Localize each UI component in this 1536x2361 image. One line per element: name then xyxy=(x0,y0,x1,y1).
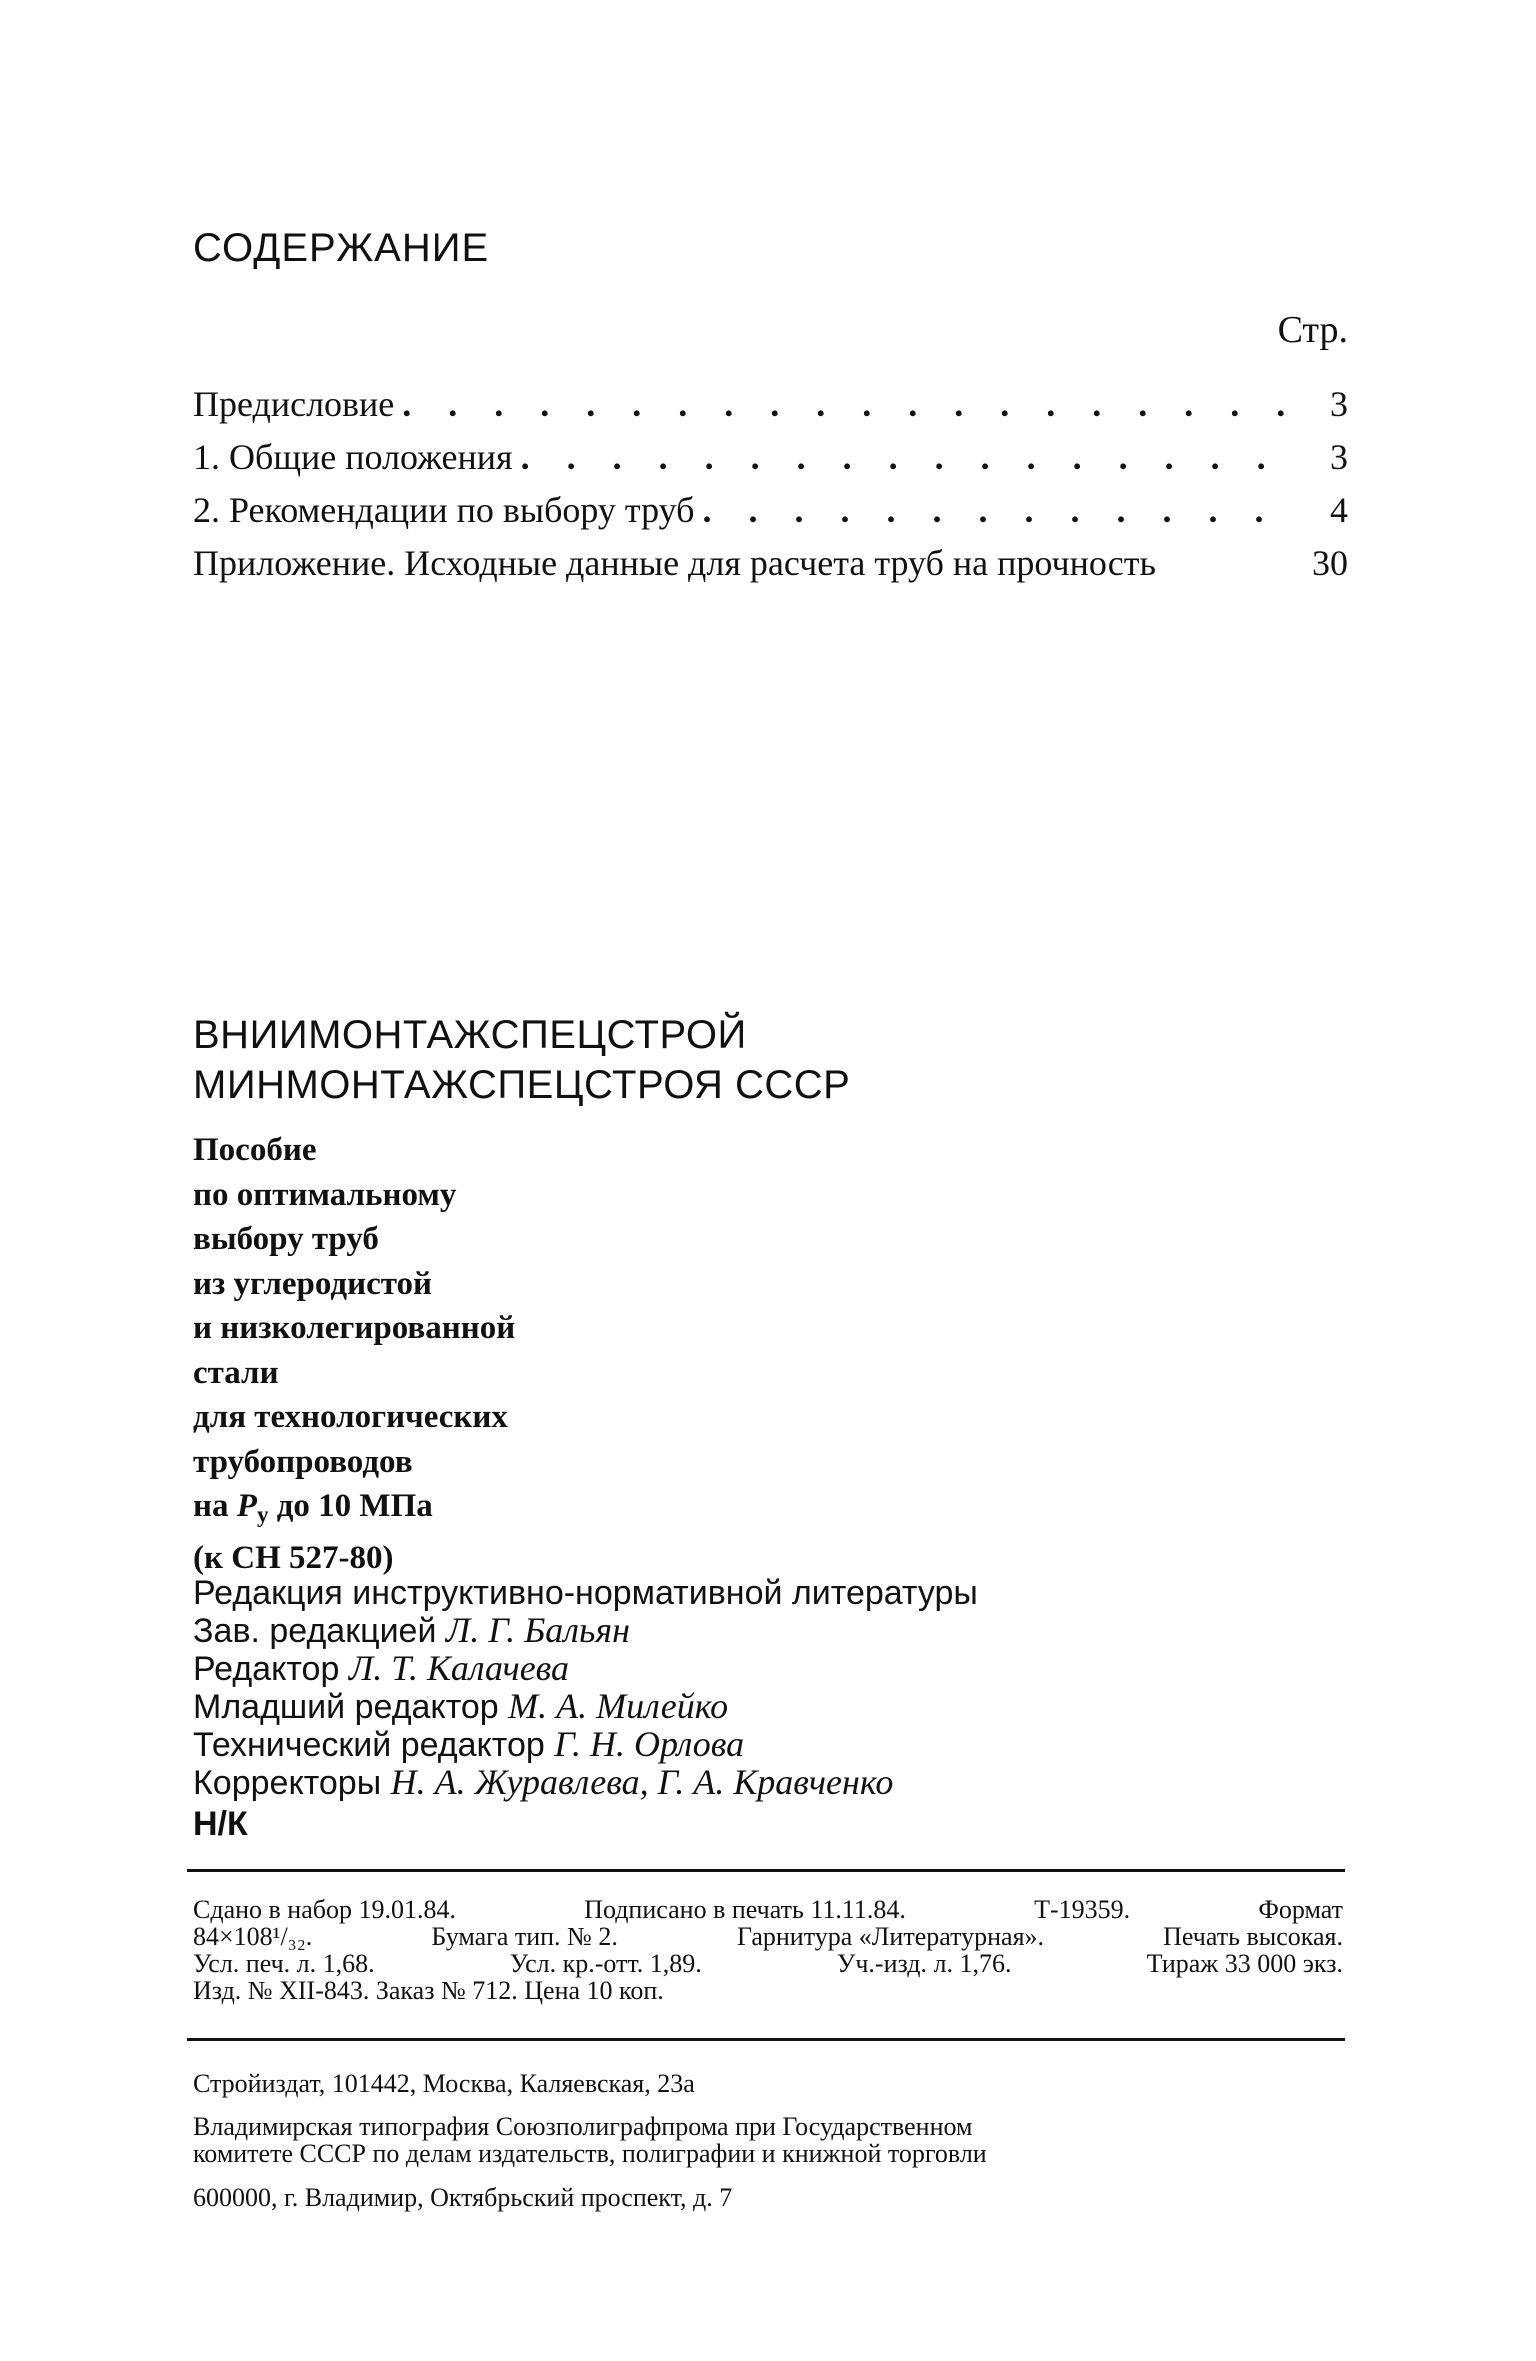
credit-line xyxy=(193,1726,978,1764)
credit-line xyxy=(193,1650,978,1688)
divider-rule xyxy=(187,2038,1345,2041)
toc-page-column-label: Стр. xyxy=(1277,309,1348,351)
book-title-line: из углеродистой xyxy=(193,1265,433,1302)
pressure-symbol: P xyxy=(236,1488,257,1524)
organization-line: ВНИИМОНТАЖСПЕЦСТРОЙ xyxy=(193,1013,747,1057)
credit-role: Корректоры xyxy=(193,1764,391,1802)
credit-role: Зав. редакцией xyxy=(193,1612,446,1650)
imprint-item: Гарнитура «Литературная». xyxy=(736,1922,1045,1951)
imprint-item: 84×108¹/₃₂. xyxy=(193,1922,313,1951)
toc-entry-title: Приложение. Исходные данные для расчета труб на прочность xyxy=(193,543,1156,583)
imprint-item: Изд. № XII-843. Заказ № 712. Цена 10 коп. xyxy=(193,1976,664,2005)
toc-entry xyxy=(193,436,1348,489)
credit-role: Технический редактор xyxy=(193,1726,555,1764)
credit-person: Л. Г. Бальян xyxy=(445,1610,630,1650)
imprint-item: Бумага тип. № 2. xyxy=(431,1922,618,1951)
credit-person: М. А. Милейко xyxy=(508,1686,729,1726)
imprint-item: Т-19359. xyxy=(1034,1895,1131,1924)
credit-role: Редактор xyxy=(193,1650,349,1688)
toc-entry-title: 2. Рекомендации по выбору труб xyxy=(193,490,695,530)
imprint-block xyxy=(193,1896,1343,2004)
toc-dot-leader xyxy=(402,383,1290,425)
imprint-item: Формат xyxy=(1258,1895,1343,1924)
pressure-prefix: на xyxy=(193,1488,237,1524)
credits-block xyxy=(193,1575,978,1843)
credit-line xyxy=(193,1612,978,1650)
imprint-item: Уч.-изд. л. 1,76. xyxy=(836,1949,1012,1978)
book-title-block xyxy=(193,1128,515,1581)
toc-entry xyxy=(193,542,1348,595)
credit-person: Л. Т. Калачева xyxy=(348,1648,570,1688)
organization-block xyxy=(193,1010,850,1110)
book-title-line: по оптимальному xyxy=(193,1176,457,1213)
toc-entry xyxy=(193,383,1348,436)
toc-list xyxy=(193,383,1348,595)
imprint-item: Печать высокая. xyxy=(1163,1922,1343,1951)
book-title-line: и низколегированной xyxy=(193,1310,516,1346)
pressure-subscript: у xyxy=(256,1500,269,1527)
nk-mark: Н/К xyxy=(193,1805,248,1843)
toc-entry-title: 1. Общие положения xyxy=(193,437,513,477)
credit-role: Младший редактор xyxy=(193,1688,509,1726)
credit-person: Г. Н. Орлова xyxy=(554,1724,745,1764)
book-title-line: Пособие xyxy=(193,1132,317,1168)
printer-line: Владимирская типография Союзполиграфпрома при Государственном xyxy=(193,2112,973,2141)
toc-dot-leader xyxy=(521,436,1290,478)
imprint-line xyxy=(193,1950,1343,1977)
book-title-norm-line: (к СН 527-80) xyxy=(193,1540,394,1577)
toc-entry-page: 4 xyxy=(1330,490,1348,530)
toc-heading: СОДЕРЖАНИЕ xyxy=(193,226,490,270)
publisher-block xyxy=(193,2070,1343,2211)
imprint-line xyxy=(193,1923,1343,1950)
divider-rule xyxy=(187,1869,1345,1872)
toc-entry xyxy=(193,489,1348,542)
book-title-line: стали xyxy=(193,1354,279,1391)
edition-line: Редакция инструктивно-нормативной литературы xyxy=(193,1574,978,1612)
pressure-suffix: до 10 МПа xyxy=(268,1488,433,1524)
toc-dot-leader xyxy=(702,489,1290,531)
toc-entry-page: 3 xyxy=(1330,437,1348,477)
printer-info xyxy=(193,2113,1343,2167)
toc-entry-page: 3 xyxy=(1330,384,1348,424)
toc-entry-page: 30 xyxy=(1312,543,1348,583)
imprint-item: Усл. кр.-отт. 1,89. xyxy=(509,1949,702,1978)
imprint-item: Подписано в печать 11.11.84. xyxy=(584,1895,906,1924)
imprint-item: Тираж 33 000 экз. xyxy=(1146,1949,1343,1978)
imprint-item: Сдано в набор 19.01.84. xyxy=(193,1895,456,1924)
book-title-line: выбору труб xyxy=(193,1221,379,1257)
ministry-line: МИНМОНТАЖСПЕЦСТРОЯ СССР xyxy=(193,1063,851,1107)
credit-line xyxy=(193,1688,978,1726)
publisher-address: Стройиздат, 101442, Москва, Каляевская, 23а xyxy=(193,2069,695,2098)
imprint-item: Усл. печ. л. 1,68. xyxy=(193,1949,375,1978)
printer-line: комитете СССР по делам издательств, полиграфии и книжной торговли xyxy=(193,2139,987,2168)
book-title-pressure-line xyxy=(193,1484,515,1536)
book-title-line: трубопроводов xyxy=(193,1443,413,1480)
imprint-line xyxy=(193,1896,1343,1923)
toc-entry-title: Предисловие xyxy=(193,384,395,424)
imprint-line xyxy=(193,1977,1343,2004)
credit-line xyxy=(193,1764,978,1802)
credit-person: Н. А. Журавлева, Г. А. Кравченко xyxy=(390,1762,894,1802)
printer-address: 600000, г. Владимир, Октябрьский проспект, д. 7 xyxy=(193,2183,733,2212)
book-title-line: для технологических xyxy=(193,1399,508,1435)
